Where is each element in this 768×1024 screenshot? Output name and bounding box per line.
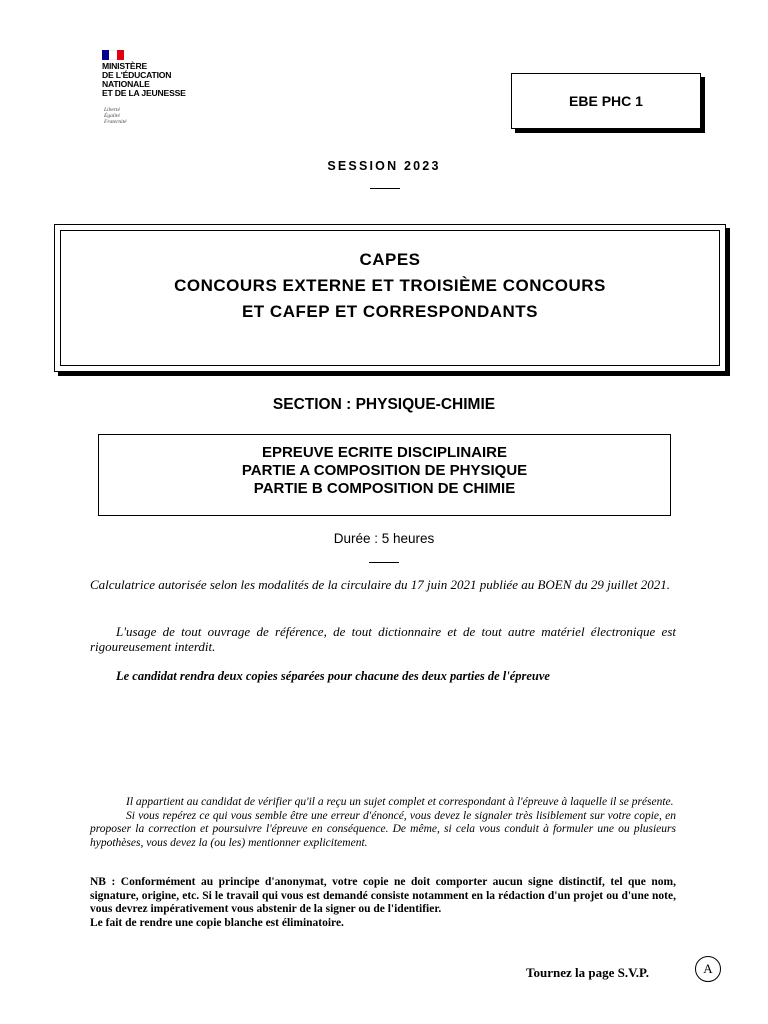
instructions-block <box>90 796 676 850</box>
nb-paragraph: NB : Conformément au principe d'anonymat, votre copie ne doit comporter aucun signe distinctif, tel que nom, signature, origine, etc. Si le travail qui vous est demandé consiste notamment en la rédaction d'un projet ou d'une note, vous devrez impérativement vous abstenir de la signer ou de l'identifier. <box>90 876 676 915</box>
divider <box>369 562 399 563</box>
french-flag-icon <box>102 50 124 60</box>
republic-motto: Liberté Égalité Fraternité <box>104 107 127 125</box>
divider <box>370 188 400 189</box>
epreuve-line: PARTIE A COMPOSITION DE PHYSIQUE <box>241 462 528 479</box>
epreuve-line: EPREUVE ECRITE DISCIPLINAIRE <box>261 444 508 461</box>
page-marker: A <box>695 956 721 982</box>
error-paragraph: Si vous repérez ce qui vous semble être une erreur d'énoncé, vous devez le signaler très lisiblement sur votre copie, en proposer la correction et poursuivre l'épreuve en conséquence. De même, si cela vous conduit à formuler une ou plusieurs hypothèses, vous devez la (ou les) mentionner explicitement. <box>90 809 676 849</box>
exam-title-box <box>54 224 726 372</box>
exam-title: CAPES CONCOURS EXTERNE ET TROISIÈME CONCOURS ET CAFEP ET CORRESPONDANTS <box>174 250 606 321</box>
section-title: SECTION : PHYSIQUE-CHIMIE <box>272 396 496 413</box>
usage-notice: L'usage de tout ouvrage de référence, de tout dictionnaire et de tout autre matériel électronique est rigoureusement interdit. <box>90 624 676 654</box>
exam-code: EBE PHC 1 <box>569 93 643 109</box>
session-title: SESSION 2023 <box>327 159 441 173</box>
separate-copies-notice: Le candidat rendra deux copies séparées pour chacune des deux parties de l'épreuve <box>116 669 550 683</box>
check-subject-paragraph: Il appartient au candidat de vérifier qu'il a reçu un sujet complet et correspondant à l'épreuve à laquelle il se présente. <box>126 796 674 808</box>
anonymity-notice <box>90 876 676 930</box>
duration: Durée : 5 heures <box>333 531 435 546</box>
turn-page-note: Tournez la page S.V.P. <box>526 965 650 980</box>
blank-copy-paragraph: Le fait de rendre une copie blanche est éliminatoire. <box>90 916 344 929</box>
epreuve-line: PARTIE B COMPOSITION DE CHIMIE <box>253 480 516 497</box>
ministry-logo <box>100 50 192 128</box>
calculator-notice: Calculatrice autorisée selon les modalités de la circulaire du 17 juin 2021 publiée au BOEN du 29 juillet 2021. <box>90 577 670 592</box>
ministry-name: MINISTÈRE DE L'ÉDUCATION NATIONALE ET DE LA JEUNESSE <box>102 61 186 98</box>
epreuve-box <box>98 434 671 516</box>
exam-code-box <box>511 73 701 129</box>
